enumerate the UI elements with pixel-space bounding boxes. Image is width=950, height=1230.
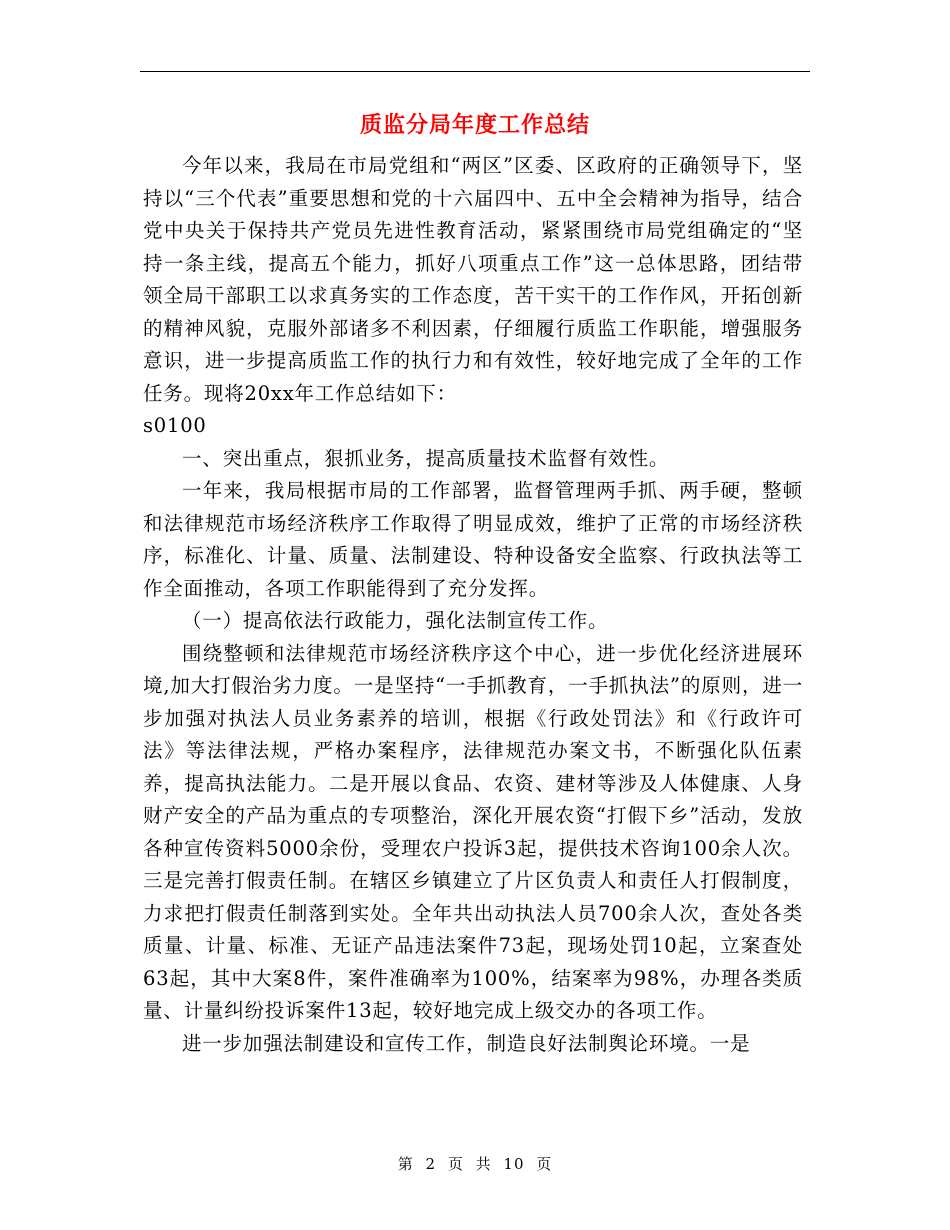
footer-label-mid: 页 <box>447 1155 464 1173</box>
footer-label-suffix: 页 <box>536 1155 553 1173</box>
subsection-heading-1: （一）提高依法行政能力，强化法制宣传工作。 <box>182 609 609 632</box>
document-body <box>143 150 803 1060</box>
page-footer <box>0 1153 950 1174</box>
paragraph-intro: 今年以来，我局在市局党组和“两区”区委、区政府的正确领导下，坚持以“三个代表”重要思想和党的十六届四中、五中全会精神为指导，结合党中央关于保持共产党员先进性教育活动，紧紧围绕市局党组确定的“坚持一条主线，提高五个能力，抓好八项重点工作”这一总体思路，团结带领全局干部职工以求真务实的工作态度，苦干实干的工作作风，开拓创新的精神风貌，克服外部诸多不利因素，仔细履行质监工作职能，增强服务意识，进一步提高质监工作的执行力和有效性，较好地完成了全年的工作任务。现将20xx年工作总结如下： <box>143 154 803 405</box>
paragraph-section-1: 一年来，我局根据市局的工作部署，监督管理两手抓、两手硬，整顿和法律规范市场经济秩序工作取得了明显成效，维护了正常的市场经济秩序，标准化、计量、质量、法制建设、特种设备安全监察、行政执法等工作全面推动，各项工作职能得到了充分发挥。 <box>143 479 803 600</box>
footer-page-total: 10 <box>503 1155 525 1173</box>
footer-label-prefix: 第 <box>397 1155 414 1173</box>
footer-label-total-prefix: 共 <box>475 1155 492 1173</box>
footer-page-current: 2 <box>425 1155 437 1173</box>
document-title: 质监分局年度工作总结 <box>359 112 590 138</box>
paragraph-continued: 进一步加强法制建设和宣传工作，制造良好法制舆论环境。一是 <box>182 1031 751 1055</box>
paragraph-code: s0100 <box>143 414 207 437</box>
header-rule <box>140 71 810 72</box>
paragraph-subsection-1: 围绕整顿和法律规范市场经济秩序这个中心，进一步优化经济进展环境,加大打假治劣力度。一是坚持“一手抓教育，一手抓执法”的原则，进一步加强对执法人员业务素养的培训，根据《行政处罚法》和《行政许可法》等法律法规，严格办案程序，法律规范办案文书，不断强化队伍素养，提高执法能力。二是开展以食品、农资、建材等涉及人体健康、人身财产安全的产品为重点的专项整治，深化开展农资“打假下乡”活动，发放各种宣传资料5000余份，受理农户投诉3起，提供技术咨询100余人次。三是完善打假责任制。在辖区乡镇建立了片区负责人和责任人打假制度，力求把打假责任制落到实处。全年共出动执法人员700余人次，查处各类质量、计量、标准、无证产品违法案件73起，现场处罚10起，立案查处63起，其中大案8件，案件准确率为100%，结案率为98%，办理各类质量、计量纠纷投诉案件13起，较好地完成上级交办的各项工作。 <box>143 641 803 1022</box>
section-heading-1: 一、突出重点，狠抓业务，提高质量技术监督有效性。 <box>182 446 670 470</box>
